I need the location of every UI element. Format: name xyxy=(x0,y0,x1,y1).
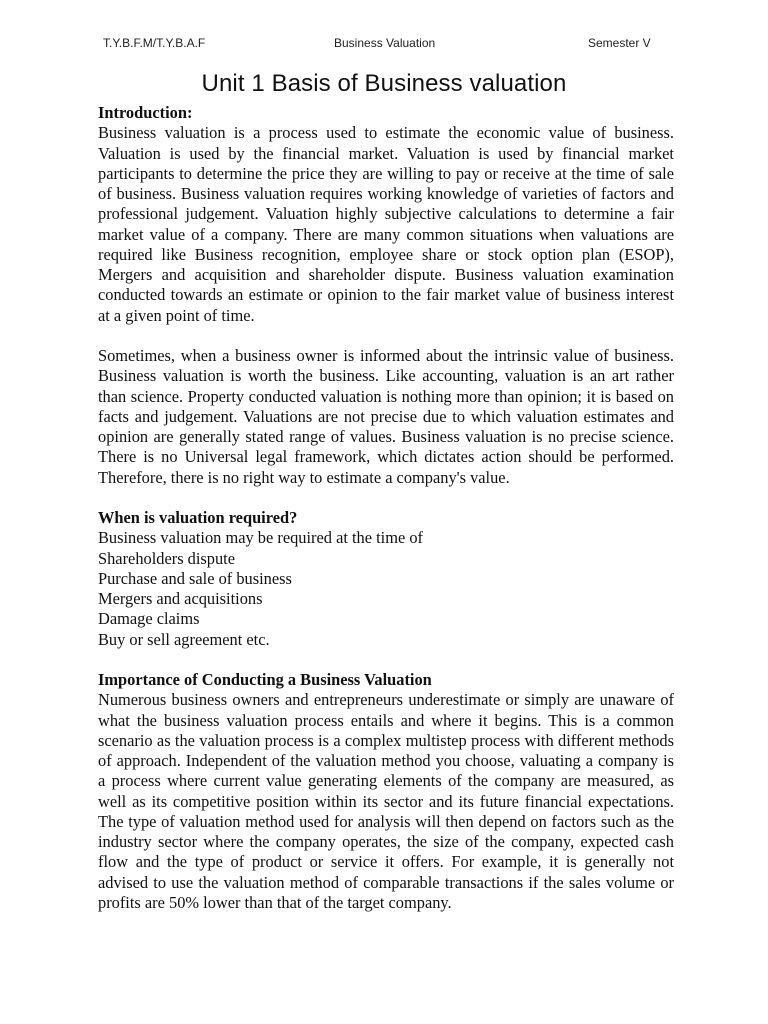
when-required-line: Shareholders dispute xyxy=(98,548,236,568)
when-required-line: Mergers and acquisitions xyxy=(98,589,263,608)
spacer xyxy=(98,650,674,670)
introduction-heading: Introduction: xyxy=(98,103,193,122)
introduction-paragraph-2: Sometimes, when a business owner is informed about the intrinsic value of business. Business valuation is worth the business. Like accounting, valuation is an art rather than science. Property conducted valuation is nothing more than opinion; it is based on facts and judgement. Valuations are not precise due to which valuation estimates and opinion are generally stated range of values. Business valuation is no precise science. There is no Universal legal framework, which dictates action should be performed. Therefore, there is no right way to estimate a company's value. xyxy=(98,346,674,487)
when-required-line: Buy or sell agreement etc. xyxy=(98,629,270,649)
header-semester: Semester V xyxy=(588,36,651,50)
importance-heading: Importance of Conducting a Business Valuation xyxy=(98,670,432,689)
when-required-heading: When is valuation required? xyxy=(98,508,298,527)
when-required-line: Business valuation may be required at the time of xyxy=(98,528,423,548)
running-header xyxy=(0,36,768,52)
document-body xyxy=(98,103,674,913)
header-course: T.Y.B.F.M/T.Y.B.A.F xyxy=(103,36,206,50)
importance-paragraph: Numerous business owners and entrepreneurs underestimate or simply are unaware of what the business valuation process entails and where it begins. This is a common scenario as the valuation process is a complex multistep process with different methods of approach. Independent of the valuation method you choose, valuating a company is a process where current value generating elements of the company are measured, as well as its competitive position within its sector and its future financial expectations. The type of valuation method used for analysis will then depend on factors such as the industry sector where the company operates, the size of the company, expected cash flow and the type of product or service it offers. For example, it is generally not advised to use the valuation method of comparable transactions if the sales volume or profits are 50% lower than that of the target company. xyxy=(98,690,674,912)
page-title: Unit 1 Basis of Business valuation xyxy=(201,70,567,97)
when-required-line: Damage claims xyxy=(98,609,200,629)
spacer xyxy=(98,326,674,346)
spacer xyxy=(98,488,674,508)
introduction-paragraph-1: Business valuation is a process used to estimate the economic value of business. Valuation is used by the financial market. Valuation is used by financial market participants to determine the price they are willing to pay or receive at the time of sale of business. Business valuation requires working knowledge of varieties of factors and professional judgement. Valuation highly subjective calculations to determine a fair market value of a company. There are many common situations when valuations are required like Business recognition, employee share or stock option plan (ESOP), Mergers and acquisition and shareholder dispute. Business valuation examination conducted towards an estimate or opinion to the fair market value of business interest at a given point of time. xyxy=(98,123,674,325)
when-required-line: Purchase and sale of business xyxy=(98,568,292,588)
header-subject: Business Valuation xyxy=(334,36,436,50)
